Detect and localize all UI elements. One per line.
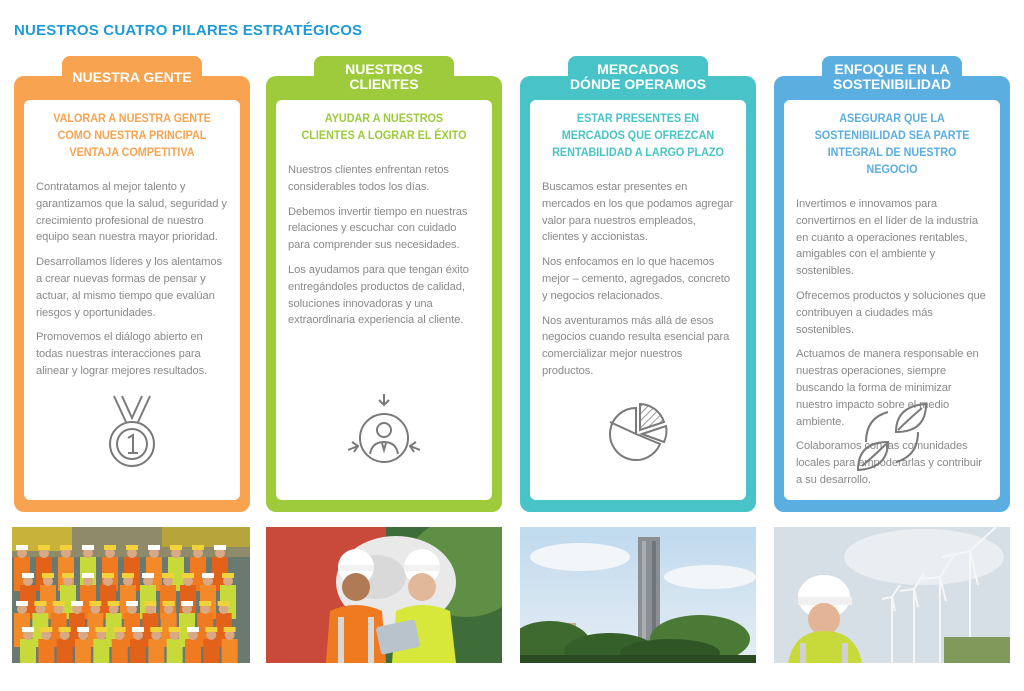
tab-line-2: CLIENTES: [349, 76, 419, 92]
client-focus-icon: [344, 392, 424, 472]
pillar-card-nuestra-gente: [14, 68, 250, 512]
pillar-headline: ESTAR PRESENTES EN MERCADOS QUE OFREZCAN RENTABILIDAD A LARGO PLAZO: [552, 111, 724, 159]
pillar-headline: AYUDAR A NUESTROS CLIENTES A LOGRAR EL ÉXITO: [301, 111, 467, 142]
wind-turbines-photo: [774, 527, 1010, 663]
pillar-card-mercados: [520, 61, 756, 512]
pillar-paragraph: Actuamos de manera responsable en nuestras operaciones, siempre buscando la forma de minimizar nuestro impacto sobre el medio ambiente.: [796, 348, 979, 428]
pillar-paragraph: Nos enfocamos en lo que hacemos mejor – cemento, agregados, concreto y negocios relacionados.: [542, 256, 730, 302]
pillar-paragraph: Promovemos el diálogo abierto en todas nuestras interacciones para alinear y lograr mejores resultados.: [36, 331, 208, 377]
tablet-workers-photo: [266, 527, 502, 663]
tab-line-1: MERCADOS: [597, 61, 679, 77]
pillar-tab: [314, 56, 454, 96]
pillar-paragraph: Nuestros clientes enfrentan retos considerables todos los días.: [288, 164, 449, 193]
page-title: NUESTROS CUATRO PILARES ESTRATÉGICOS: [14, 22, 363, 39]
pillar-tab: [62, 56, 202, 96]
pillar-paragraph: Contratamos al mejor talento y garantizamos que la salud, seguridad y crecimiento profesional de nuestro equipo sean nuestra mayor prioridad.: [36, 181, 227, 244]
pillar-body: [276, 100, 492, 500]
pillar-headline: ASEGURAR QUE LA SOSTENIBILIDAD SEA PARTE INTEGRAL DE NUESTRO NEGOCIO: [814, 111, 970, 176]
leaves-cycle-icon: [852, 396, 932, 476]
tab-line-1: ENFOQUE EN LA: [834, 61, 950, 77]
pillar-body: [24, 100, 240, 500]
pillar-tab: [568, 56, 708, 96]
pillar-paragraph: Desarrollamos líderes y los alentamos a crear nuevas formas de pensar y actuar, al mismo tiempo que evalúan riesgos y oportunidades.: [36, 256, 222, 319]
pillar-body: [530, 100, 746, 500]
workers-group-photo: [12, 527, 250, 663]
pillar-tab: [822, 56, 962, 96]
skyscraper-photo: [520, 527, 756, 663]
pillar-body: [784, 100, 1000, 500]
tab-line-2: DÓNDE OPERAMOS: [569, 76, 707, 92]
pillar-headline: VALORAR A NUESTRA GENTE COMO NUESTRA PRINCIPAL VENTAJA COMPETITIVA: [53, 111, 211, 159]
medal-icon: [92, 392, 172, 472]
pillar-paragraph: Nos aventuramos más allá de esos negocios cuando resulta esencial para comercializar mejor nuestros productos.: [542, 314, 730, 377]
pillar-card-nuestros-clientes: [266, 61, 502, 512]
pillar-paragraph: Invertimos e innovamos para convertirnos en el líder de la industria en cuanto a operaciones rentables, amigables con el ambiente y sostenibles.: [796, 198, 978, 278]
pillar-paragraph: Debemos invertir tiempo en nuestras relaciones y escuchar con cuidado para comprender sus necesidades.: [288, 205, 468, 252]
tab-line-1: NUESTROS: [345, 61, 423, 77]
pillar-card-sostenibilidad: [774, 61, 1010, 512]
pillar-paragraph: Buscamos estar presentes en mercados en los que podamos agregar valor para nuestros empleados, clientes y accionistas.: [542, 181, 734, 244]
pillar-paragraph: Colaboramos con las comunidades locales para empoderarlas y contribuir a su desarrollo.: [796, 440, 982, 486]
pillar-paragraph: Ofrecemos productos y soluciones que contribuyen a ciudades más sostenibles.: [796, 289, 986, 336]
tab-line-1: NUESTRA GENTE: [72, 68, 192, 85]
pillar-paragraph: Los ayudamos para que tengan éxito entregándoles productos de calidad, soluciones innovadoras y una extraordinaria experiencia al cliente.: [288, 263, 469, 327]
tab-line-2: SOSTENIBILIDAD: [832, 76, 952, 92]
pie-chart-icon: [598, 392, 678, 472]
